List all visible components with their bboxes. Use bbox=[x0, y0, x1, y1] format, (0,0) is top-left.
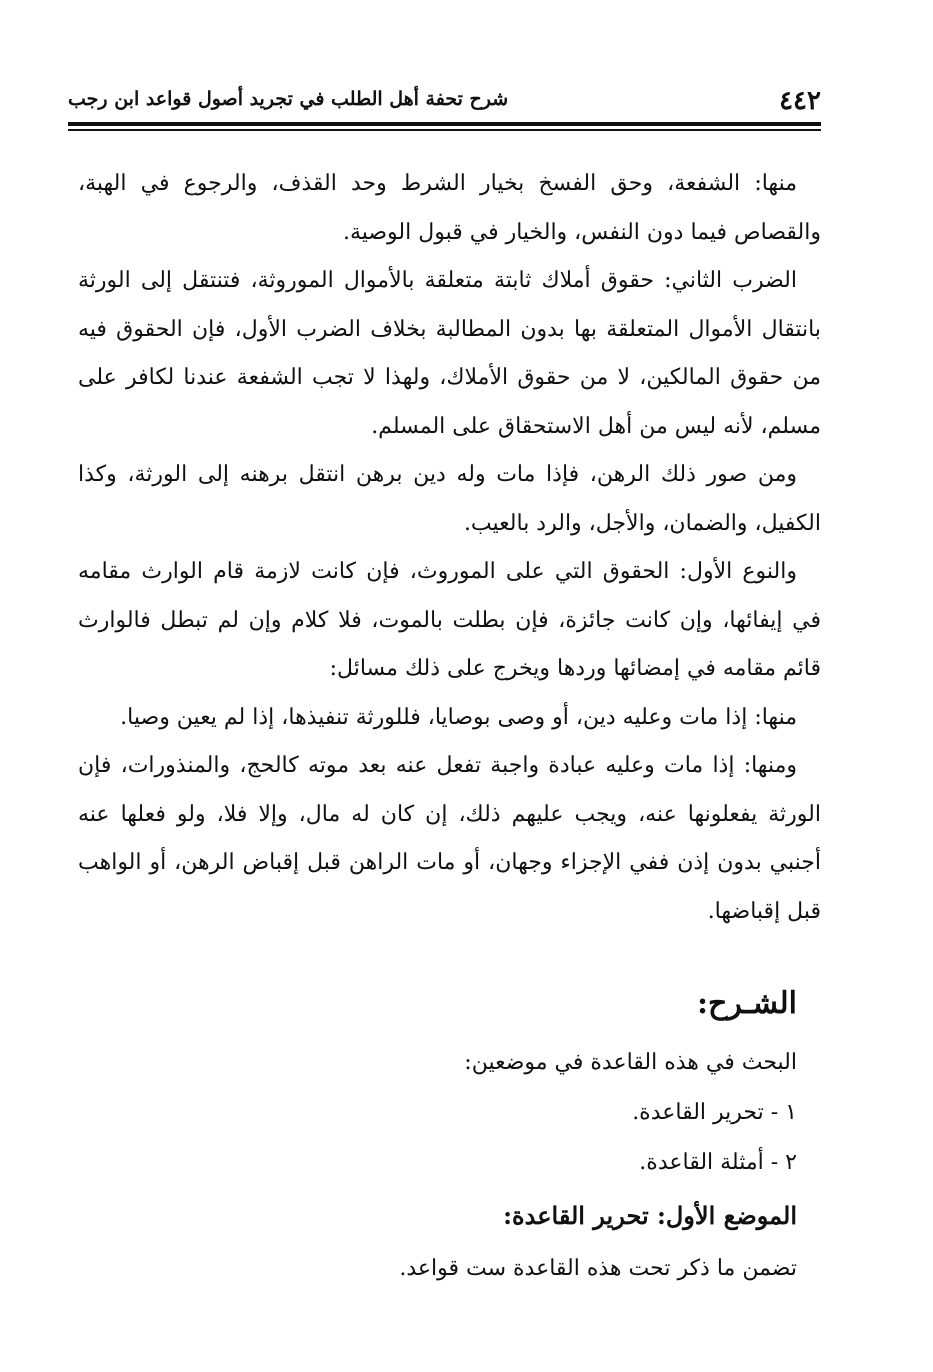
commentary-heading: الشـرح: bbox=[696, 986, 797, 1021]
page-number: ٤٤٢ bbox=[779, 86, 821, 116]
commentary-intro: البحث في هذه القاعدة في موضعين: bbox=[464, 1050, 797, 1075]
paragraph: ومن صور ذلك الرهن، فإذا مات وله دين برهن انتقل برهنه إلى الورثة، وكذا الكفيل، والضمان، والأجل، والرد بالعيب. bbox=[78, 462, 821, 536]
paragraph: والنوع الأول: الحقوق التي على الموروث، فإن كانت لازمة قام الوارث مقامه في إيفائها، وإن كانت جائزة، فإن بطلت بالموت، فلا كلام وإن لم تبطل فالوارث قائم مقامه في إمضائها وردها ويخرج على ذلك مسائل: bbox=[78, 559, 821, 681]
list-item: ٢ - أمثلة القاعدة. bbox=[639, 1150, 797, 1175]
list-item: ١ - تحرير القاعدة. bbox=[632, 1100, 797, 1125]
header-rule-thick bbox=[68, 122, 821, 126]
paragraph: الضرب الثاني: حقوق أملاك ثابتة متعلقة بالأموال الموروثة، فتنتقل إلى الورثة بانتقال الأموال المتعلقة بها بدون المطالبة بخلاف الضرب الأول، فإن الحقوق فيه من حقوق المالكين، لا من حقوق الأملاك، ولهذا لا تجب الشفعة عندنا لكافر على مسلم، لأنه ليس من أهل الاستحقاق على المسلم. bbox=[78, 268, 821, 439]
main-text bbox=[78, 160, 821, 936]
paragraph: منها: الشفعة، وحق الفسخ بخيار الشرط وحد القذف، والرجوع في الهبة، والقصاص فيما دون النفس، والخيار في قبول الوصية. bbox=[78, 171, 821, 245]
commentary-section bbox=[78, 982, 821, 1294]
running-title: شرح تحفة أهل الطلب في تجريد أصول قواعد ابن رجب bbox=[68, 88, 509, 110]
paragraph: منها: إذا مات وعليه دين، أو وصى بوصايا، فللورثة تنفيذها، إذا لم يعين وصيا. bbox=[120, 704, 797, 730]
commentary-last-line: تضمن ما ذكر تحت هذه القاعدة ست قواعد. bbox=[399, 1256, 797, 1281]
paragraph: ومنها: إذا مات وعليه عبادة واجبة تفعل عنه بعد موته كالحج، والمنذورات، فإن الورثة يفعلونها عنه، ويجب عليهم ذلك، إن كان له مال، وإلا فلا، ولو فعلها عنه أجنبي بدون إذن ففي الإجزاء وجهان، أو مات الراهن قبل إقباض الرهن، أو الواهب قبل إقباضها. bbox=[78, 753, 821, 924]
page-header bbox=[68, 84, 821, 118]
header-rule-thin bbox=[68, 129, 821, 131]
commentary-subheading: الموضع الأول: تحرير القاعدة: bbox=[503, 1201, 797, 1230]
